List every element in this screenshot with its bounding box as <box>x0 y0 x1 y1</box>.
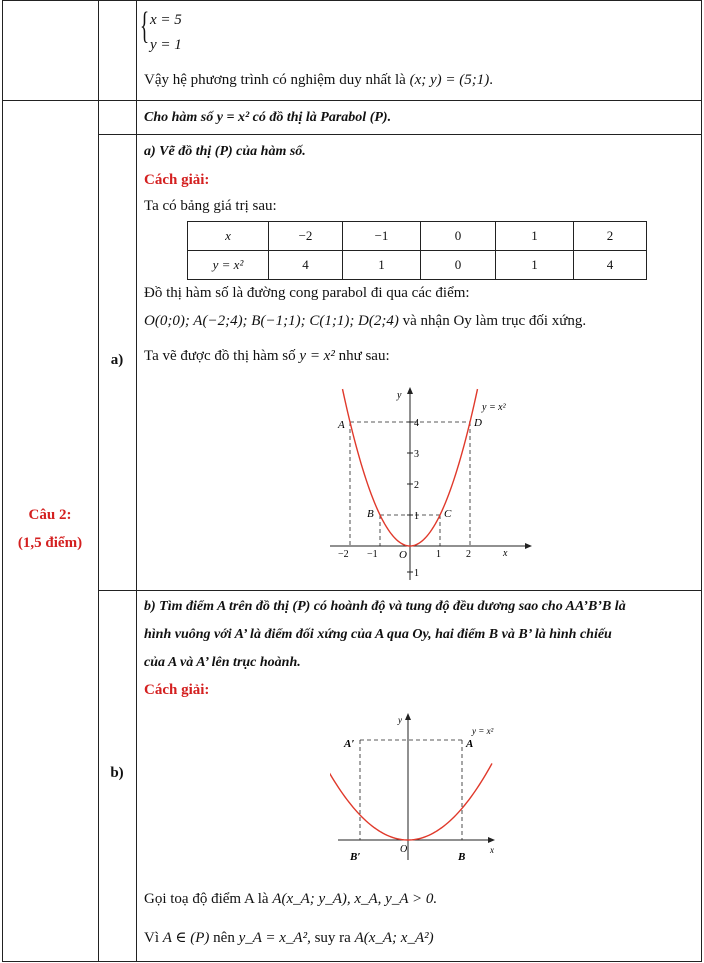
part-b-task-line-1: b) Tìm điểm A trên đồ thị (P) có hoành độ và tung độ đều dương sao cho AA’B’B là <box>144 599 626 614</box>
curve-label: y = x² <box>482 402 506 413</box>
draw-line <box>144 347 390 365</box>
points-line <box>144 312 586 330</box>
point-b-label: B <box>458 851 466 863</box>
tick-y-neg1: 1 <box>414 568 419 579</box>
part-b-task-line-2: hình vuông với A’ là điểm đối xứng của A qua Oy, hai điểm B và B’ là hình chiếu <box>144 627 612 642</box>
point-b-label: B <box>367 508 374 520</box>
table-cell-x-header: x <box>188 222 269 251</box>
tick-x-2: 2 <box>466 549 471 560</box>
line2-mid2: , suy ra <box>307 930 355 946</box>
guide-lines <box>360 740 462 840</box>
table-cell: 2 <box>574 222 647 251</box>
tick-y-1: 1 <box>414 511 419 522</box>
question-points: (1,5 điểm) <box>17 535 83 551</box>
conclusion-line <box>144 71 493 89</box>
table-cell-y-header: y = x² <box>188 251 269 280</box>
table-row <box>188 251 647 280</box>
line2-math2: y_A = x_A² <box>238 930 308 946</box>
y-axis-label: y <box>397 390 402 401</box>
point-a-label: A <box>466 738 474 750</box>
part-a-solution-heading: Cách giải: <box>144 172 210 188</box>
line1-prefix: Gọi toạ độ điểm A là <box>144 891 273 907</box>
y-axis-arrow <box>405 713 411 720</box>
point-d-label: D <box>474 417 482 429</box>
tick-x-neg2: −2 <box>338 549 349 560</box>
points-math: O(0;0); A(−2;4); B(−1;1); C(1;1); D(2;4) <box>144 313 399 329</box>
table-cell: 0 <box>421 251 496 280</box>
tick-x-1: 1 <box>436 549 441 560</box>
part-a-label: a) <box>110 352 124 368</box>
line2-math1: A ∈ (P) <box>162 930 210 946</box>
system-brace: { <box>140 5 150 47</box>
point-a-label: A <box>338 419 345 431</box>
system-line-2: y = 1 <box>150 37 182 53</box>
draw-prefix: Ta vẽ được đồ thị hàm số <box>144 348 300 364</box>
table-cell: 4 <box>269 251 343 280</box>
y-axis-label: y <box>398 715 402 725</box>
draw-math: y = x² <box>299 348 335 364</box>
graph-b <box>330 710 510 870</box>
point-c-label: C <box>444 508 452 520</box>
system-line-1: x = 5 <box>150 12 182 28</box>
x-axis-arrow <box>525 543 532 549</box>
x-axis-arrow <box>488 837 495 843</box>
table-cell: −1 <box>343 222 421 251</box>
table-cell: −2 <box>269 222 343 251</box>
tick-x-neg1: −1 <box>367 549 378 560</box>
points-intro: Đồ thị hàm số là đường cong parabol đi qua các điểm: <box>144 285 470 301</box>
parabola-curve <box>330 763 492 840</box>
part-a-task: a) Vẽ đồ thị (P) của hàm số. <box>144 144 306 159</box>
line2-prefix: Vì <box>144 930 163 946</box>
points-suffix: và nhận Oy làm trục đối xứng. <box>398 313 587 329</box>
table-cell: 4 <box>574 251 647 280</box>
graph-a <box>320 384 540 584</box>
table-cell: 0 <box>421 222 496 251</box>
part-b-line-2 <box>144 929 434 947</box>
table-row <box>188 222 647 251</box>
curve-label: y = x² <box>472 726 494 736</box>
conclusion-prefix: Vậy hệ phương trình có nghiệm duy nhất là <box>144 72 406 88</box>
point-b-prime-label: B′ <box>350 851 361 863</box>
origin-label: O <box>399 549 407 561</box>
line1-math: A(x_A; y_A), x_A, y_A > 0. <box>272 891 438 907</box>
part-b-line-1 <box>144 890 437 908</box>
x-axis-label: x <box>490 845 494 855</box>
table-cell: 1 <box>496 222 574 251</box>
tick-y-4: 4 <box>414 418 419 429</box>
question-statement: Cho hàm số y = x² có đồ thị là Parabol (P). <box>144 110 392 125</box>
conclusion-suffix: . <box>489 72 494 88</box>
table-cell: 1 <box>496 251 574 280</box>
y-axis-arrow <box>407 387 413 394</box>
draw-suffix: như sau: <box>334 348 390 364</box>
origin-label: O <box>400 844 408 855</box>
part-a-intro: Ta có bảng giá trị sau: <box>144 198 277 214</box>
conclusion-math: (x; y) = (5;1) <box>409 72 490 88</box>
part-b-task-line-3: của A và A’ lên trục hoành. <box>144 655 301 670</box>
tick-y-2: 2 <box>414 480 419 491</box>
line2-mid: nên <box>209 930 239 946</box>
value-table <box>187 221 647 280</box>
tick-y-3: 3 <box>414 449 419 460</box>
part-b-label: b) <box>110 765 124 781</box>
point-a-prime-label: A′ <box>344 738 355 750</box>
question-label: Câu 2: <box>28 507 72 523</box>
line2-math3: A(x_A; x_A²) <box>354 930 434 946</box>
x-axis-label: x <box>503 548 508 559</box>
table-cell: 1 <box>343 251 421 280</box>
part-b-solution-heading: Cách giải: <box>144 682 210 698</box>
